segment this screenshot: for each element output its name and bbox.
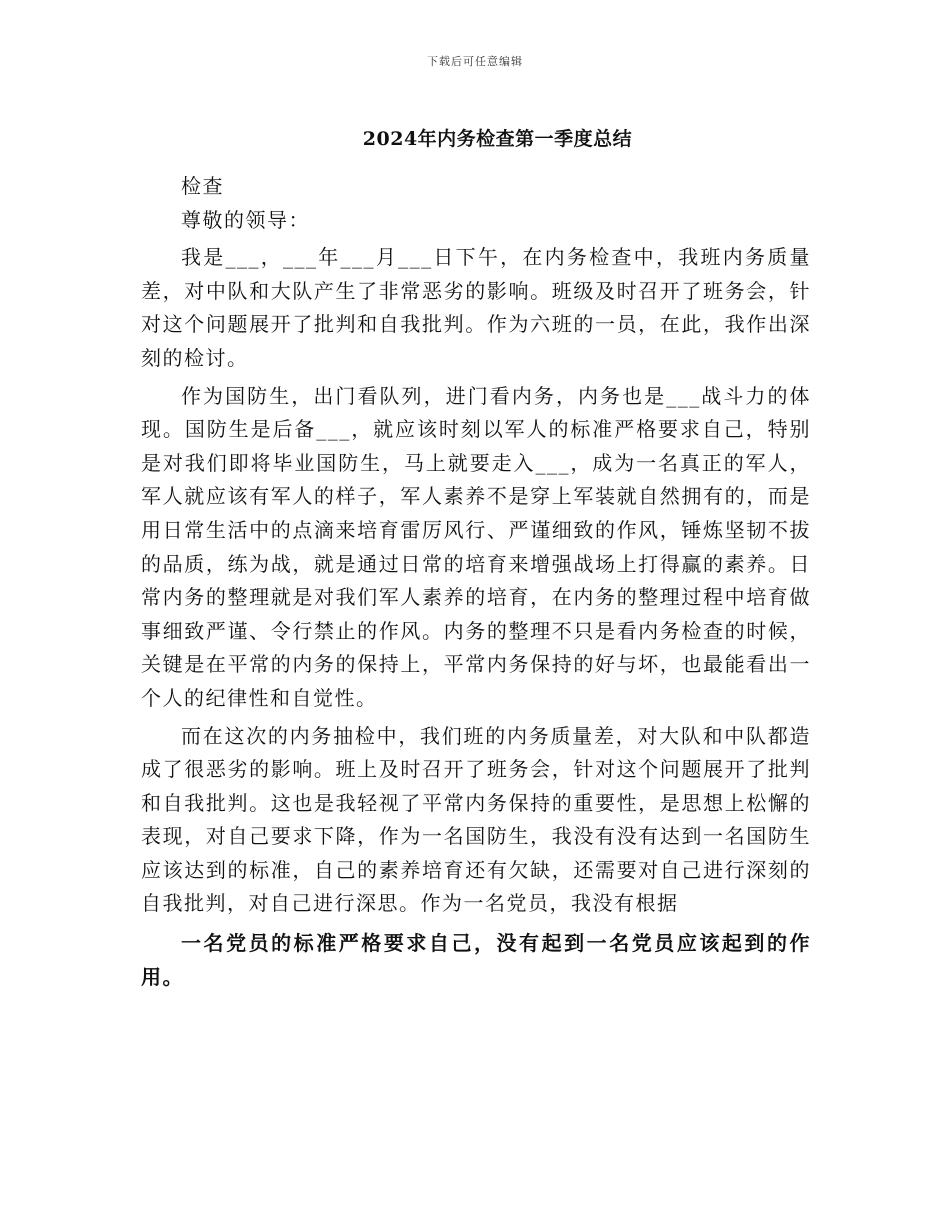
body-paragraph-2: 作为国防生，出门看队列，进门看内务，内务也是___战斗力的体现。国防生是后备___，就应该时刻以军人的标准严格要求自己，特别是对我们即将毕业国防生，马上就要走入___，成为一名真正的军人，军人就应该有军人的样子，军人素养不是穿上军装就自然拥有的，而是用日常生活中的点滴来培育雷厉风行、严谨细致的作风，锤炼坚韧不拔的品质，练为战，就是通过日常的培育来增强战场上打得赢的素养。日常内务的整理就是对我们军人素养的培育，在内务的整理过程中培育做事细致严谨、令行禁止的作风。内务的整理不只是看内务检查的时候，关键是在平常的内务的保持上，平常内务保持的好与坏，也最能看出一个人的纪律性和自觉性。 [141, 383, 811, 710]
body-paragraph-1: 我是___，___年___月___日下午，在内务检查中，我班内务质量差，对中队和大队产生了非常恶劣的影响。班级及时召开了班务会，针对这个问题展开了批判和自我批判。作为六班的一员，在此，我作出深刻的检讨。 [141, 245, 811, 370]
page-header-note: 下载后可任意编辑 [427, 55, 523, 68]
body-paragraph-3: 而在这次的内务抽检中，我们班的内务质量差，对大队和中队都造成了很恶劣的影响。班上及时召开了班务会，针对这个问题展开了批判和自我批判。这也是我轻视了平常内务保持的重要性，是思想上松懈的表现，对自己要求下降，作为一名国防生，我没有没有达到一名国防生应该达到的标准，自己的素养培育还有欠缺，还需要对自己进行深刻的自我批判，对自己进行深思。作为一名党员，我没有根据 [141, 723, 811, 916]
body-paragraph-bold: 一名党员的标准严格要求自己，没有起到一名党员应该起到的作用。 [141, 931, 811, 989]
document-title: 2024年内务检查第一季度总结 [362, 128, 633, 150]
document-body [141, 170, 811, 994]
salutation: 尊敬的领导： [181, 207, 310, 232]
document-heading: 检查 [181, 174, 224, 198]
